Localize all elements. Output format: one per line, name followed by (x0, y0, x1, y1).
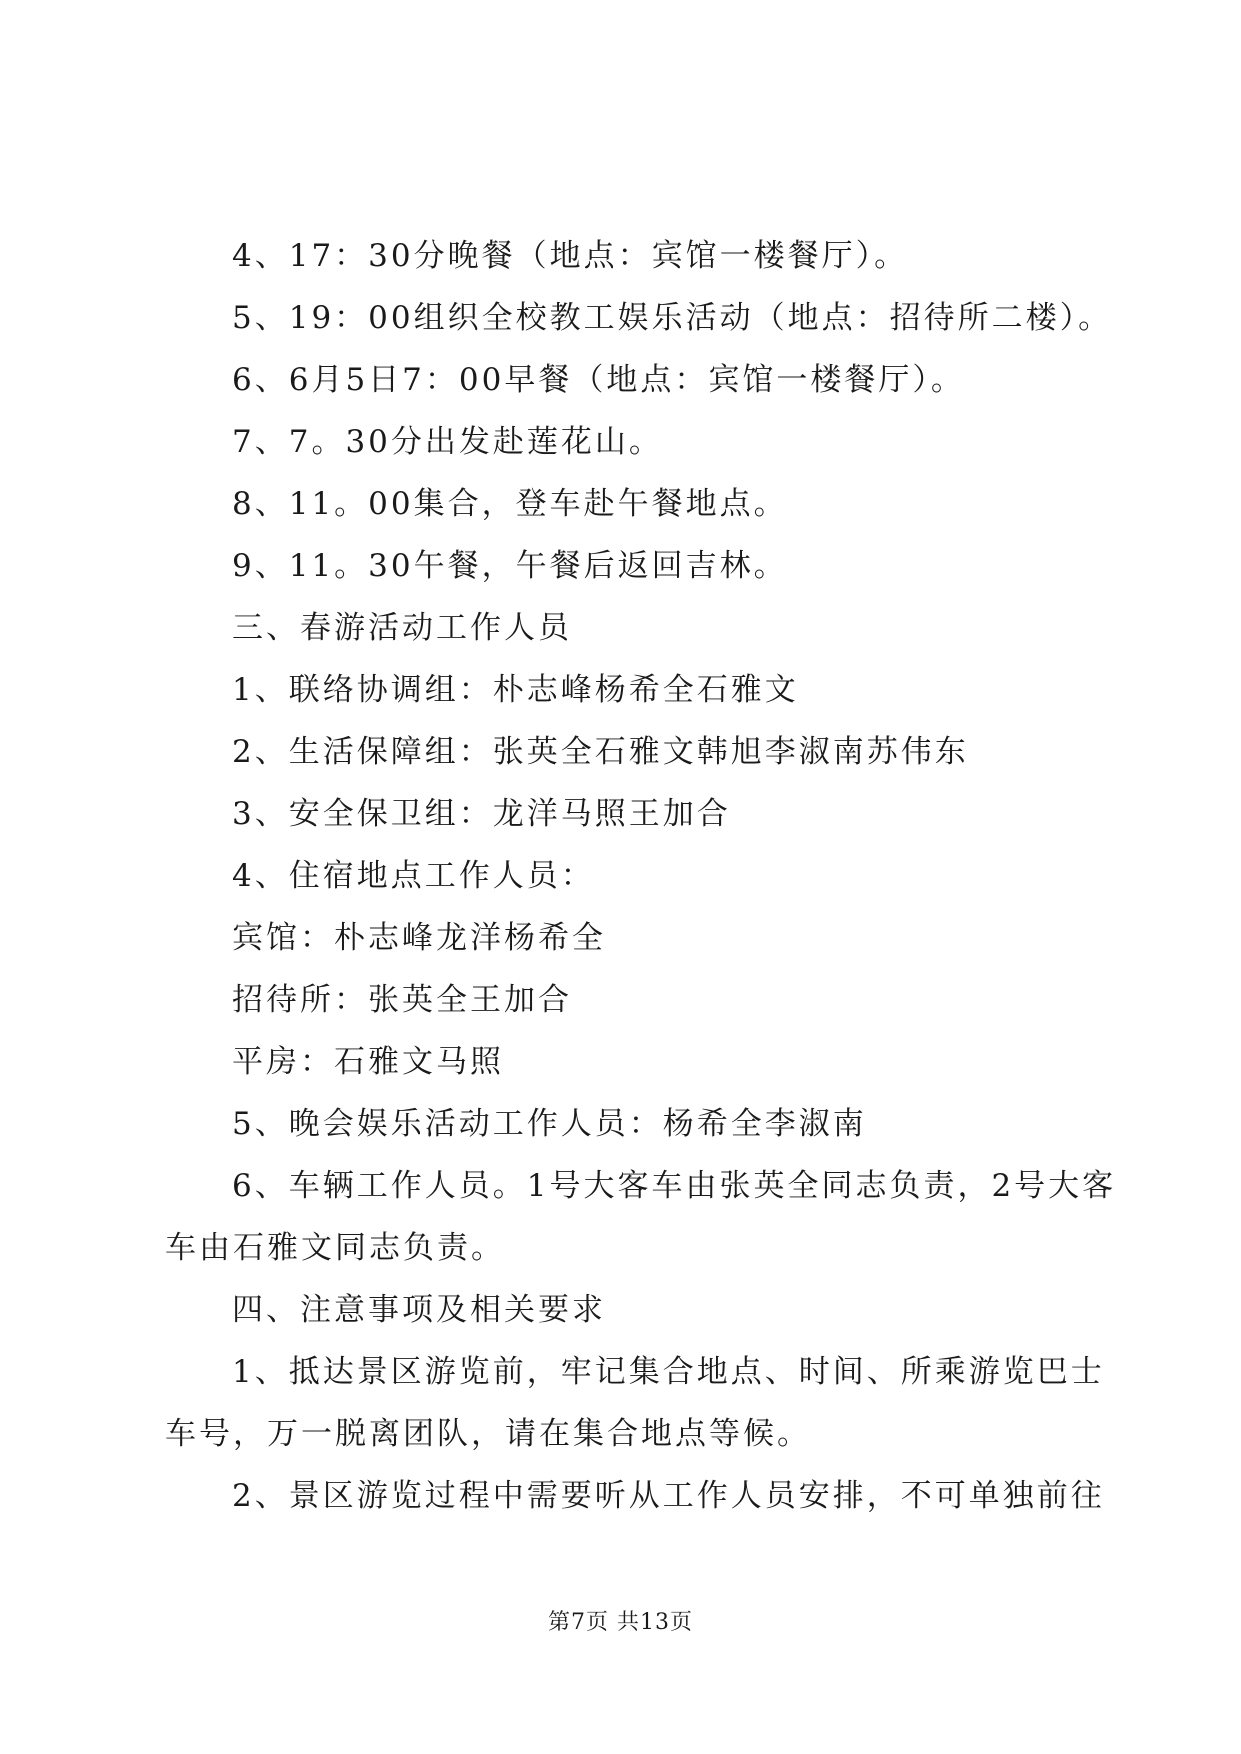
text-line: 9、11。30午餐，午餐后返回吉林。 (232, 548, 788, 584)
section-heading: 三、春游活动工作人员 (232, 610, 572, 646)
text-line: 5、19：00组织全校教工娱乐活动（地点：招待所二楼）。 (232, 300, 1113, 336)
text-line: 7、7。30分出发赴莲花山。 (232, 424, 663, 460)
text-line: 2、景区游览过程中需要听从工作人员安排，不可单独前往 (232, 1478, 1105, 1514)
text-line: 6、6月5日7：00早餐（地点：宾馆一楼餐厅）。 (232, 362, 965, 398)
text-line: 4、17：30分晚餐（地点：宾馆一楼餐厅）。 (232, 238, 909, 274)
text-line: 车号，万一脱离团队，请在集合地点等候。 (165, 1416, 811, 1452)
text-line: 1、抵达景区游览前，牢记集合地点、时间、所乘游览巴士 (232, 1354, 1105, 1390)
text-line: 宾馆：朴志峰龙洋杨希全 (232, 920, 606, 956)
text-line: 招待所：张英全王加合 (232, 982, 572, 1018)
text-line: 4、住宿地点工作人员： (232, 858, 595, 894)
section-heading: 四、注意事项及相关要求 (232, 1292, 606, 1328)
text-line: 2、生活保障组：张英全石雅文韩旭李淑南苏伟东 (232, 734, 969, 770)
text-line: 1、联络协调组：朴志峰杨希全石雅文 (232, 672, 799, 708)
text-line: 平房：石雅文马照 (232, 1044, 504, 1080)
text-line: 3、安全保卫组：龙洋马照王加合 (232, 796, 731, 832)
text-line: 车由石雅文同志负责。 (165, 1230, 505, 1266)
text-line: 6、车辆工作人员。1号大客车由张英全同志负责，2号大客 (232, 1168, 1117, 1204)
text-line: 8、11。00集合，登车赴午餐地点。 (232, 486, 788, 522)
text-line: 5、晚会娱乐活动工作人员：杨希全李淑南 (232, 1106, 867, 1142)
page-footer: 第7页 共13页 (548, 1610, 693, 1635)
